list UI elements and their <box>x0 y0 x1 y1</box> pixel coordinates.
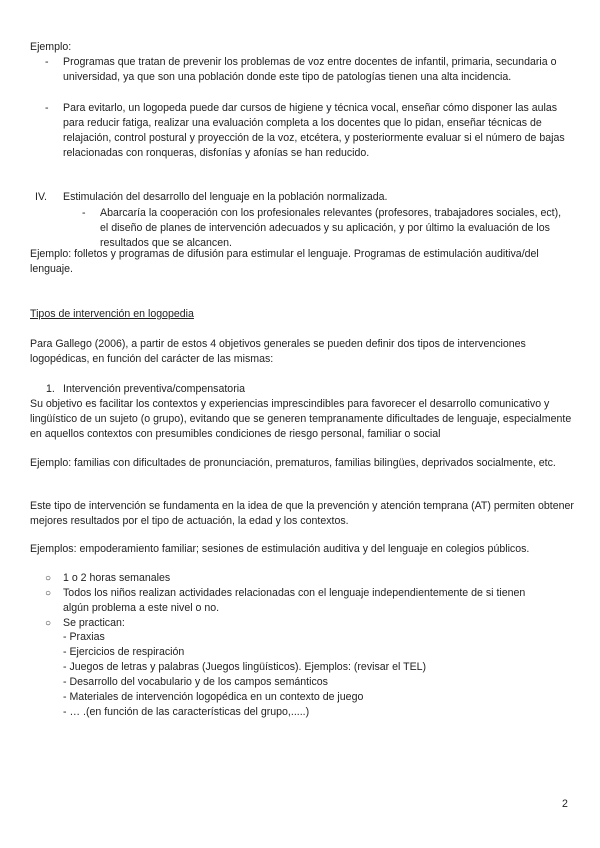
practice-item: - Juegos de letras y palabras (Juegos lingüísticos). Ejemplos: (revisar el TEL) <box>63 661 427 673</box>
item-title: Intervención preventiva/compensatoria <box>63 383 245 395</box>
example-label: Ejemplo: <box>30 41 72 53</box>
bullet-dash: - <box>45 102 49 114</box>
bullet-text-prevent: Programas que tratan de prevenir los problemas de voz entre docentes de infantil, primaria, secundaria o universidad, ya que son una población donde este tipo de patologías tienen una alta incidencia. <box>63 56 557 83</box>
circle-item-hours: 1 o 2 horas semanales <box>63 572 171 584</box>
bullet-dash: - <box>45 56 49 68</box>
section-numeral: IV. <box>35 191 47 203</box>
section-title: Estimulación del desarrollo del lenguaje en la población normalizada. <box>63 191 388 203</box>
practice-item: - … .(en función de las características del grupo,.....) <box>63 706 310 718</box>
fundamento-paragraph: Este tipo de intervención se fundamenta en la idea de que la prevención y atención temprana (AT) permiten obtener mejores resultados por el tipo de actuación, la edad y los contextos. <box>30 500 574 527</box>
practice-item: - Ejercicios de respiración <box>63 646 185 658</box>
page-number: 2 <box>562 798 568 810</box>
circle-bullet-icon: ○ <box>45 618 52 629</box>
section-bullet: Abarcaría la cooperación con los profesionales relevantes (profesores, trabajadores sociales, ect), el diseño de planes de intervención adecuados y su aplicación, y por último la evaluación de los resultados que se alcancen. <box>100 207 562 249</box>
section-example: Ejemplo: folletos y programas de difusión para estimular el lenguaje. Programas de estimulación auditiva/del lenguaje. <box>30 248 539 275</box>
tipos-intro: Para Gallego (2006), a partir de estos 4 objetivos generales se pueden definir dos tipos de intervenciones logopédicas, en función del carácter de las mismas: <box>30 338 526 365</box>
practice-item: - Praxias <box>63 631 105 643</box>
item-number: 1. <box>46 383 55 395</box>
circle-item-children: Todos los niños realizan actividades relacionadas con el lenguaje independientemente de si tienen algún problema a este nivel o no. <box>63 587 526 614</box>
circle-item-practice: Se practican: <box>63 617 125 629</box>
practice-item: - Desarrollo del vocabulario y de los campos semánticos <box>63 676 328 688</box>
practice-item: - Materiales de intervención logopédica en un contexto de juego <box>63 691 364 703</box>
tipos-heading: Tipos de intervención en logopedia <box>30 308 194 320</box>
item-description: Su objetivo es facilitar los contextos y experiencias imprescindibles para favorecer el desarrollo comunicativo y lingüístico de un sujeto (o grupo), evitando que se generen tempranamente dificultades de lenguaje, especialmente en aquellos contextos con presumibles condiciones de riesgo personal, familiar o social <box>30 398 572 440</box>
circle-bullet-icon: ○ <box>45 573 52 584</box>
example-families: Ejemplo: familias con dificultades de pronunciación, prematuros, familias bilingües, deprivados socialmente, etc. <box>30 457 556 469</box>
examples-empowerment: Ejemplos: empoderamiento familiar; sesiones de estimulación auditiva y del lenguaje en colegios públicos. <box>30 543 530 555</box>
bullet-text-avoid: Para evitarlo, un logopeda puede dar cursos de higiene y técnica vocal, enseñar cómo disponer las aulas para reducir fatiga, realizar una evaluación completa a los docentes que lo pidan, enseñar técnicas de relajación, control postural y proyección de la voz, etcétera, y posteriormente evaluar si el número de bajas relacionadas con ronqueras, disfonías y afonías se han reducido. <box>63 102 565 159</box>
bullet-dash: - <box>82 207 86 219</box>
circle-bullet-icon: ○ <box>45 588 52 599</box>
